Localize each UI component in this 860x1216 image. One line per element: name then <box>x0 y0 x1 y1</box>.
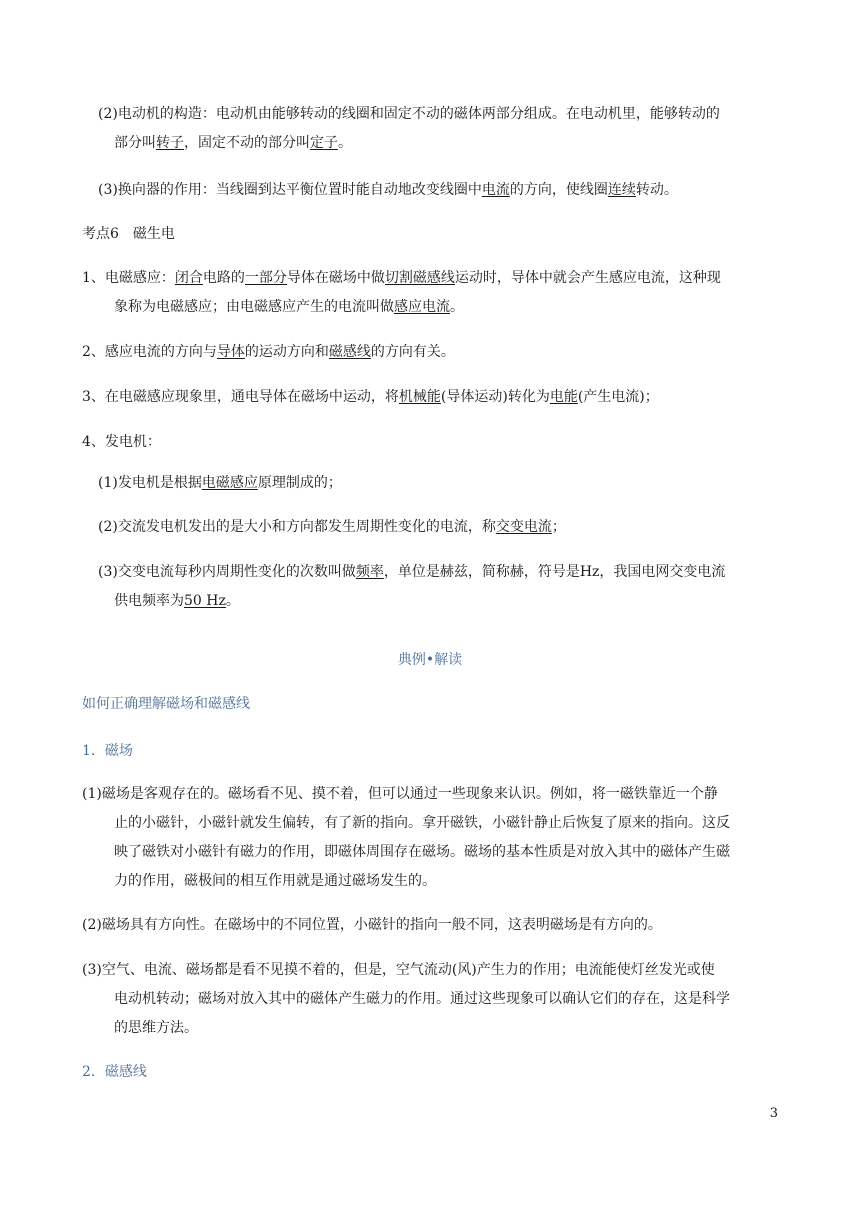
text-segment: 的运动方向和 <box>244 344 329 360</box>
underlined-answer: 连续 <box>607 182 636 198</box>
text-segment: 供电频率为 <box>114 593 184 609</box>
text-segment: 电路的 <box>202 270 245 286</box>
paragraph-line <box>114 1018 198 1038</box>
text-segment: (导体运动)转化为 <box>440 389 550 405</box>
underlined-answer: 磁感线 <box>328 344 371 360</box>
text-segment: 3、在电磁感应现象里，通电导体在磁场中运动，将 <box>82 389 399 405</box>
text-segment: 。 <box>225 593 240 609</box>
text-segment: 的方向有关。 <box>370 344 455 360</box>
text-segment: 考点6 磁生电 <box>82 226 175 242</box>
text-segment: 导体在磁场中做 <box>286 270 385 286</box>
underlined-answer: 一部分 <box>244 270 287 286</box>
text-segment: 如何正确理解磁场和磁感线 <box>82 696 250 712</box>
text-segment: 映了磁铁对小磁针有磁力的作用，即磁体周围存在磁场。磁场的基本性质是对放入其中的磁体产生磁 <box>114 844 730 860</box>
text-segment: 的思维方法。 <box>114 1020 198 1036</box>
text-segment: 的方向，使线圈 <box>509 182 608 198</box>
paragraph-line <box>82 342 455 362</box>
underlined-answer: 闭合 <box>174 270 203 286</box>
paragraph-line <box>98 562 725 582</box>
text-segment: (2)交流发电机发出的是大小和方向都发生周期性变化的电流，称 <box>98 519 496 535</box>
underlined-answer: 50 Hz <box>184 593 226 609</box>
paragraph-line <box>98 517 566 537</box>
paragraph-line <box>98 180 678 200</box>
topic-heading <box>82 694 250 714</box>
text-segment: (产生电流)； <box>577 389 659 405</box>
paragraph-line <box>114 871 436 891</box>
subheading-magnetic-field <box>82 741 133 761</box>
underlined-answer: 切割磁感线 <box>384 270 455 286</box>
paragraph-line <box>82 268 721 288</box>
underlined-answer: 频率 <box>355 564 384 580</box>
paragraph-line <box>114 989 730 1009</box>
text-segment: 1．磁场 <box>82 743 133 759</box>
paragraph-line <box>114 133 352 153</box>
text-segment: 转动。 <box>635 182 678 198</box>
paragraph-line <box>82 915 662 935</box>
text-segment: 。 <box>338 135 352 151</box>
underlined-answer: 电流 <box>481 182 510 198</box>
paragraph-line <box>82 784 718 804</box>
text-segment: 部分叫 <box>114 135 156 151</box>
text-segment: 力的作用，磁极间的相互作用就是通过磁场发生的。 <box>114 873 436 889</box>
text-segment: ； <box>551 519 566 535</box>
underlined-answer: 交变电流 <box>495 519 552 535</box>
underlined-answer: 感应电流 <box>394 299 450 315</box>
text-segment: 象称为电磁感应；由电磁感应产生的电流叫做 <box>114 299 394 315</box>
page-number: 3 <box>769 1106 778 1121</box>
text-segment: (3)空气、电流、磁场都是看不见摸不着的，但是，空气流动(风)产生力的作用；电流能使灯丝发光或使 <box>82 962 715 978</box>
underlined-answer: 导体 <box>216 344 245 360</box>
text-segment: 典例•解读 <box>397 652 463 668</box>
text-segment: (3)换向器的作用：当线圈到达平衡位置时能自动地改变线圈中 <box>98 182 482 198</box>
underlined-answer: 转子 <box>156 135 184 151</box>
text-segment: 原理制成的； <box>257 475 342 491</box>
text-segment: ，固定不动的部分叫 <box>184 135 310 151</box>
paragraph-line <box>82 960 715 980</box>
text-segment: 止的小磁针，小磁针就发生偏转，有了新的指向。拿开磁铁，小磁针静止后恢复了原来的指向。这反 <box>114 815 730 831</box>
text-segment: ，单位是赫兹，简称赫，符号是Hz，我国电网交变电流 <box>383 564 726 580</box>
text-segment: (1)磁场是客观存在的。磁场看不见、摸不着，但可以通过一些现象来认识。例如，将一磁铁靠近一个静 <box>82 786 718 802</box>
section-heading <box>82 224 175 244</box>
text-segment: 运动时，导体中就会产生感应电流，这种现 <box>454 270 721 286</box>
underlined-answer: 定子 <box>310 135 338 151</box>
paragraph-line <box>98 473 342 493</box>
text-segment: (3)交变电流每秒内周期性变化的次数叫做 <box>98 564 356 580</box>
text-segment: 。 <box>450 299 464 315</box>
underlined-answer: 电磁感应 <box>201 475 258 491</box>
text-segment: (2)电动机的构造：电动机由能够转动的线圈和固定不动的磁体两部分组成。在电动机里，能够转动的 <box>98 106 720 122</box>
text-segment: 2．磁感线 <box>82 1064 147 1080</box>
paragraph-line <box>82 432 161 452</box>
paragraph-line <box>114 297 464 317</box>
paragraph-line <box>114 842 730 862</box>
text-segment: 2、感应电流的方向与 <box>82 344 217 360</box>
text-segment: 电动机转动；磁场对放入其中的磁体产生磁力的作用。通过这些现象可以确认它们的存在，这是科学 <box>114 991 730 1007</box>
paragraph-line <box>114 591 240 611</box>
paragraph-line <box>114 813 730 833</box>
text-segment: (1)发电机是根据 <box>98 475 202 491</box>
underlined-answer: 电能 <box>549 389 578 405</box>
text-segment: 1、电磁感应： <box>82 270 175 286</box>
text-segment: 4、发电机： <box>82 434 161 450</box>
subheading-magnetic-lines <box>82 1062 147 1082</box>
paragraph-line <box>82 387 659 407</box>
text-segment: (2)磁场具有方向性。在磁场中的不同位置，小磁针的指向一般不同，这表明磁场是有方向的。 <box>82 917 662 933</box>
paragraph-line <box>98 104 720 124</box>
section-title <box>0 650 860 670</box>
underlined-answer: 机械能 <box>398 389 441 405</box>
